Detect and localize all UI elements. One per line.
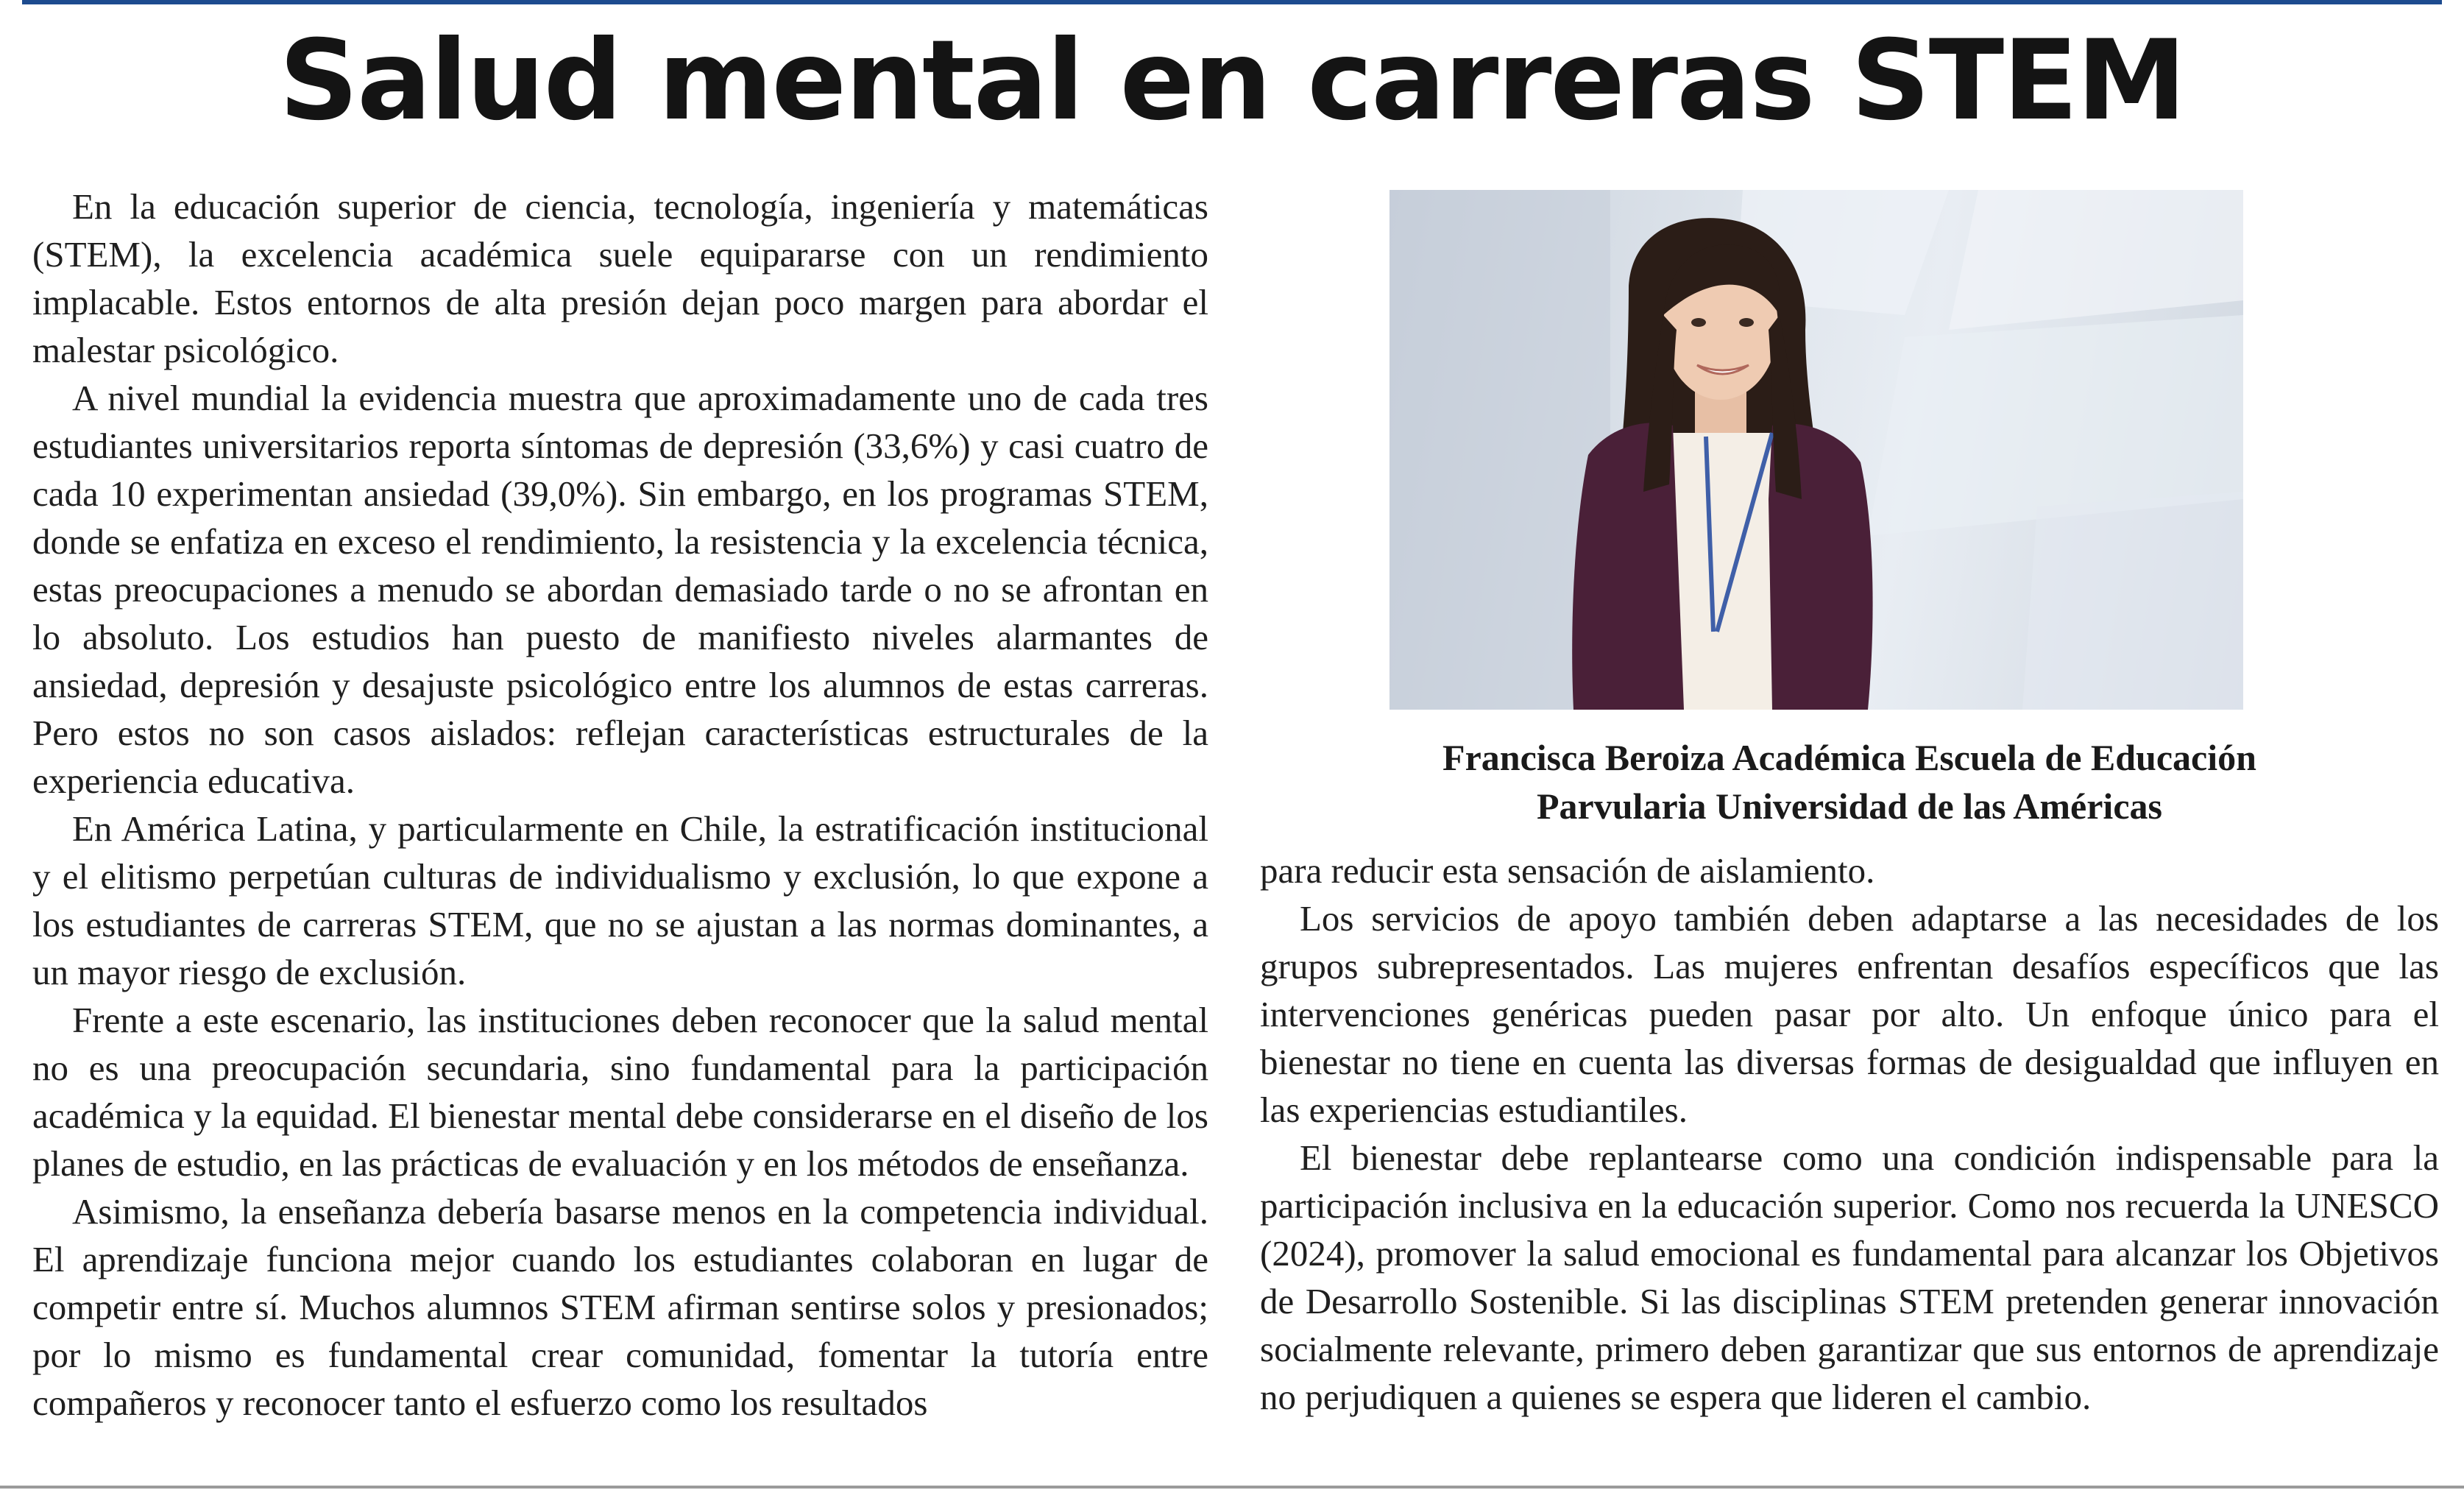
article-paragraph: El bienestar debe replantearse como una condición indispensable para la participación inclusiva en la educación superior. Como nos recuerda la UNESCO (2024), promover la salud emocional es fundamental para alcanzar los Objetivos de Desarrollo Sostenible. Si las disciplinas STEM pretenden generar innovación socialmente relevante, primero deben garantizar que sus entornos de aprendizaje no perjudiquen a quienes se espera que lideren el cambio. xyxy=(1260,1137,2439,1417)
right-column xyxy=(1260,847,2439,1421)
author-photo xyxy=(1389,190,2243,710)
article-paragraph: En América Latina, y particularmente en Chile, la estratificación institucional y el elitismo perpetúan culturas de individualismo y exclusión, lo que expone a los estudiantes de carreras STEM, que no se ajustan a las normas dominantes, a un mayor riesgo de exclusión. xyxy=(32,808,1208,992)
author-portrait-illustration xyxy=(1389,190,2243,710)
article-paragraph: En la educación superior de ciencia, tecnología, ingeniería y matemáticas (STEM), la excelencia académica suele equipararse con un rendimiento implacable. Estos entornos de alta presión dejan poco margen para abordar el malestar psicológico. xyxy=(32,186,1208,370)
article-paragraph: Frente a este escenario, las instituciones deben reconocer que la salud mental no es una preocupación secundaria, sino fundamental para la participación académica y la equidad. El bienestar mental debe considerarse en el diseño de los planes de estudio, en las prácticas de evaluación y en los métodos de enseñanza. xyxy=(32,1000,1208,1184)
photo-caption xyxy=(1260,733,2439,830)
top-rule xyxy=(22,0,2442,4)
headline: Salud mental en carreras STEM xyxy=(279,17,2185,145)
article-paragraph: A nivel mundial la evidencia muestra que aproximadamente uno de cada tres estudiantes universitarios reporta síntomas de depresión (33,6%) y casi cuatro de cada 10 experimentan ansiedad (39,0%). Sin embargo, en los programas STEM, donde se enfatiza en exceso el rendimiento, la resistencia y la excelencia técnica, estas preocupaciones a menudo se abordan demasiado tarde o no se afrontan en lo absoluto. Los estudios han puesto de manifiesto niveles alarmantes de ansiedad, depresión y desajuste psicológico entre los alumnos de estas carreras. Pero estos no son casos aislados: reflejan características estructurales de la experiencia educativa. xyxy=(32,378,1208,801)
caption-line: Francisca Beroiza Académica Escuela de Educación xyxy=(1442,737,2256,778)
article-paragraph: Los servicios de apoyo también deben adaptarse a las necesidades de los grupos subrepresentados. Las mujeres enfrentan desafíos específicos que las intervenciones genéricas pueden pasar por alto. Un enfoque único para el bienestar no tiene en cuenta las diversas formas de desigualdad que influyen en las experiencias estudiantiles. xyxy=(1260,898,2439,1130)
article-paragraph-continuation: para reducir esta sensación de aislamiento. xyxy=(1260,850,1875,891)
caption-line: Parvularia Universidad de las Américas xyxy=(1537,785,2162,827)
bottom-rule xyxy=(0,1486,2464,1489)
article-paragraph: Asimismo, la enseñanza debería basarse menos en la competencia individual. El aprendizaje funciona mejor cuando los estudiantes colaboran en lugar de competir entre sí. Muchos alumnos STEM afirman sentirse solos y presionados; por lo mismo es fundamental crear comunidad, fomentar la tutoría entre compañeros y reconocer tanto el esfuerzo como los resultados xyxy=(32,1191,1208,1423)
left-column xyxy=(32,183,1208,1427)
